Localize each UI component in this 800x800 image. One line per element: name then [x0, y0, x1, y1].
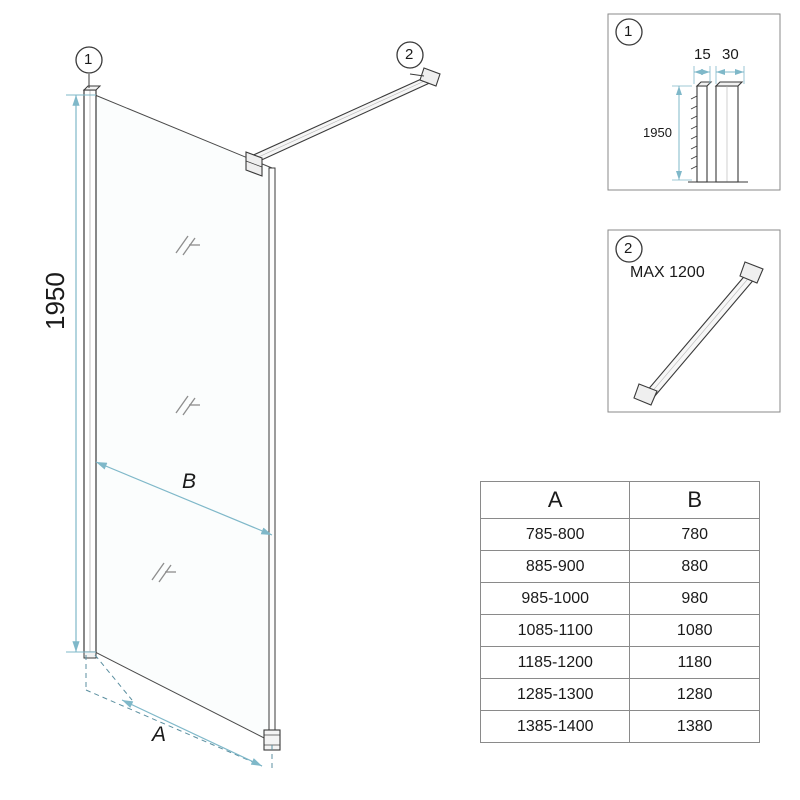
table-header-a: A: [481, 482, 630, 519]
detail-1-number: 1: [624, 23, 633, 40]
glass-panel: [95, 95, 272, 742]
table-row: [481, 615, 760, 647]
table-header-b: B: [630, 482, 760, 519]
table-header-row: [481, 482, 760, 519]
cell-b: 880: [630, 551, 760, 583]
cell-b: 1380: [630, 711, 760, 743]
table-row: [481, 551, 760, 583]
callout-2-label: 2: [405, 46, 414, 63]
cell-a: 1185-1200: [481, 647, 630, 679]
cell-a: 885-900: [481, 551, 630, 583]
cell-b: 980: [630, 583, 760, 615]
table-row: [481, 679, 760, 711]
detail-2-panel: [608, 230, 780, 412]
table-row: [481, 583, 760, 615]
callout-leaders: [89, 74, 424, 88]
glass-right-edge: [269, 168, 275, 742]
cell-a: 1385-1400: [481, 711, 630, 743]
callout-1-label: 1: [84, 51, 93, 68]
cell-b: 1280: [630, 679, 760, 711]
dim-label-A: A: [152, 723, 167, 746]
cell-a: 1285-1300: [481, 679, 630, 711]
detail-1-dim-15: 15: [694, 46, 711, 63]
table-row: [481, 711, 760, 743]
table-row: [481, 519, 760, 551]
cell-a: 985-1000: [481, 583, 630, 615]
cell-b: 1180: [630, 647, 760, 679]
cell-b: 1080: [630, 615, 760, 647]
cell-b: 780: [630, 519, 760, 551]
cell-a: 1085-1100: [481, 615, 630, 647]
detail-1-dim-1950: 1950: [643, 125, 672, 140]
table-row: [481, 647, 760, 679]
support-bar: [246, 68, 440, 176]
detail-1-dim-30: 30: [722, 46, 739, 63]
cell-a: 785-800: [481, 519, 630, 551]
detail-2-max-label: MAX 1200: [630, 264, 705, 281]
spec-table: [480, 481, 760, 743]
dim-label-B: B: [182, 470, 197, 493]
detail-2-number: 2: [624, 240, 633, 257]
dim-label-height: 1950: [40, 272, 70, 330]
detail-1-panel: [608, 14, 780, 190]
